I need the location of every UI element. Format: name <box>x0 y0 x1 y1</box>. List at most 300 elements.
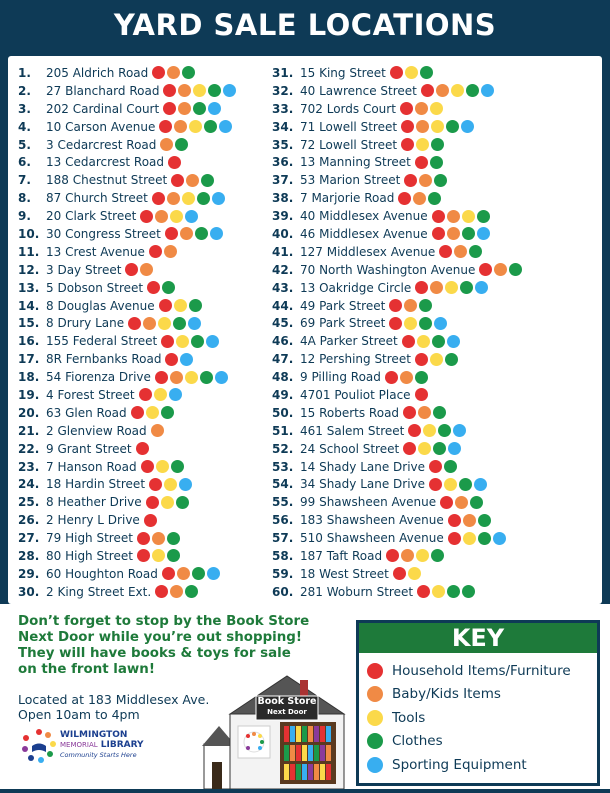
tools-dot-icon <box>431 120 444 133</box>
household-dot-icon <box>479 263 492 276</box>
sporting-dot-icon <box>367 757 383 773</box>
baby-dot-icon <box>430 281 443 294</box>
clothes-dot-icon <box>447 585 460 598</box>
page-title: YARD SALE LOCATIONS <box>113 8 497 42</box>
location-address: 49 Park Street <box>300 298 386 313</box>
clothes-dot-icon <box>433 442 446 455</box>
category-dots <box>168 156 181 169</box>
location-number: 46. <box>272 334 294 349</box>
category-dots <box>415 281 488 294</box>
tools-dot-icon <box>158 317 171 330</box>
location-number: 37. <box>272 173 294 188</box>
location-address: 18 Hardin Street <box>46 477 146 492</box>
location-number: 36. <box>272 155 294 170</box>
location-number: 42. <box>272 262 294 277</box>
baby-dot-icon <box>419 174 432 187</box>
location-row <box>18 136 276 154</box>
location-address: 12 Pershing Street <box>300 352 411 367</box>
household-dot-icon <box>417 585 430 598</box>
key-item <box>359 706 597 730</box>
category-dots <box>404 174 447 187</box>
household-dot-icon <box>165 227 178 240</box>
household-dot-icon <box>448 514 461 527</box>
tools-dot-icon <box>417 335 430 348</box>
location-row <box>18 171 276 189</box>
household-dot-icon <box>152 66 165 79</box>
location-row <box>272 314 602 332</box>
tools-dot-icon <box>189 120 202 133</box>
category-dots <box>165 227 223 240</box>
location-row <box>18 118 276 136</box>
location-address: 4701 Pouliot Place <box>300 387 411 402</box>
location-number: 3. <box>18 101 31 116</box>
location-row <box>18 332 276 350</box>
category-dots <box>155 371 228 384</box>
location-number: 15. <box>18 316 40 331</box>
clothes-dot-icon <box>175 138 188 151</box>
key-items <box>359 653 597 777</box>
tools-dot-icon <box>156 460 169 473</box>
location-row <box>18 261 276 279</box>
tools-dot-icon <box>161 496 174 509</box>
sporting-dot-icon <box>185 210 198 223</box>
location-address: 20 Clark Street <box>46 209 137 224</box>
clothes-dot-icon <box>444 460 457 473</box>
location-number: 31. <box>272 65 294 80</box>
category-dots <box>151 424 164 437</box>
clothes-dot-icon <box>469 245 482 258</box>
tools-dot-icon <box>445 281 458 294</box>
household-dot-icon <box>393 567 406 580</box>
baby-dot-icon <box>178 102 191 115</box>
tools-dot-icon <box>416 138 429 151</box>
tools-dot-icon <box>463 532 476 545</box>
location-number: 24. <box>18 477 40 492</box>
clothes-dot-icon <box>185 585 198 598</box>
baby-dot-icon <box>167 66 180 79</box>
locations-column-right <box>272 64 602 601</box>
sporting-dot-icon <box>223 84 236 97</box>
bookstore-sign-line1: Book Store <box>257 696 317 707</box>
location-number: 50. <box>272 405 294 420</box>
clothes-dot-icon <box>200 371 213 384</box>
location-row <box>272 458 602 476</box>
household-dot-icon <box>131 406 144 419</box>
category-dots <box>401 120 474 133</box>
clothes-dot-icon <box>192 567 205 580</box>
baby-dot-icon <box>367 686 383 702</box>
location-number: 20. <box>18 405 40 420</box>
baby-dot-icon <box>155 210 168 223</box>
baby-dot-icon <box>178 84 191 97</box>
location-number: 48. <box>272 370 294 385</box>
key-item-label: Clothes <box>392 733 443 750</box>
location-number: 32. <box>272 83 294 98</box>
promo-line: Next Door while you’re out shopping! <box>18 630 302 645</box>
baby-dot-icon <box>167 192 180 205</box>
household-dot-icon <box>421 84 434 97</box>
location-number: 39. <box>272 209 294 224</box>
tools-dot-icon <box>154 388 167 401</box>
category-dots <box>159 299 202 312</box>
location-address: 205 Aldrich Road <box>46 65 149 80</box>
household-dot-icon <box>161 335 174 348</box>
location-address: Located at 183 Middlesex Ave. <box>18 692 210 707</box>
household-dot-icon <box>402 335 415 348</box>
location-row <box>272 583 602 601</box>
key-item-label: Baby/Kids Items <box>392 686 501 703</box>
bookstore-sign <box>256 697 318 717</box>
baby-dot-icon <box>416 120 429 133</box>
clothes-dot-icon <box>478 532 491 545</box>
location-number: 33. <box>272 101 294 116</box>
sporting-dot-icon <box>215 371 228 384</box>
household-dot-icon <box>159 120 172 133</box>
location-address: 40 Middlesex Avenue <box>300 209 428 224</box>
sporting-dot-icon <box>212 192 225 205</box>
category-dots <box>131 406 174 419</box>
household-dot-icon <box>137 549 150 562</box>
clothes-dot-icon <box>208 84 221 97</box>
clothes-dot-icon <box>171 460 184 473</box>
household-dot-icon <box>128 317 141 330</box>
category-dots <box>398 192 441 205</box>
household-dot-icon <box>432 210 445 223</box>
sporting-dot-icon <box>475 281 488 294</box>
category-dots <box>421 84 494 97</box>
category-dots <box>415 156 443 169</box>
location-row <box>18 297 276 315</box>
baby-dot-icon <box>160 138 173 151</box>
baby-dot-icon <box>180 227 193 240</box>
location-address: 7 Hanson Road <box>46 459 137 474</box>
tools-dot-icon <box>432 585 445 598</box>
household-dot-icon <box>125 263 138 276</box>
location-row <box>18 225 276 243</box>
tools-dot-icon <box>416 549 429 562</box>
location-address: 53 Marion Street <box>300 173 401 188</box>
sporting-dot-icon <box>461 120 474 133</box>
clothes-dot-icon <box>462 585 475 598</box>
household-dot-icon <box>162 567 175 580</box>
category-dots <box>429 478 487 491</box>
location-row <box>18 440 276 458</box>
location-number: 6. <box>18 155 31 170</box>
location-row <box>18 583 276 601</box>
location-row <box>272 422 602 440</box>
location-row <box>18 458 276 476</box>
bookstore-location <box>18 692 209 722</box>
household-dot-icon <box>146 496 159 509</box>
category-dots <box>125 263 153 276</box>
location-number: 23. <box>18 459 40 474</box>
tools-dot-icon <box>404 317 417 330</box>
location-number: 4. <box>18 119 31 134</box>
category-dots <box>400 102 443 115</box>
location-row <box>18 64 276 82</box>
baby-dot-icon <box>447 227 460 240</box>
category-dots <box>402 335 460 348</box>
location-row <box>272 404 602 422</box>
household-dot-icon <box>439 245 452 258</box>
location-row <box>272 207 602 225</box>
location-address: 70 North Washington Avenue <box>300 262 476 277</box>
location-address: 702 Lords Court <box>300 101 396 116</box>
location-row <box>272 350 602 368</box>
tools-dot-icon <box>164 478 177 491</box>
location-address: 127 Middlesex Avenue <box>300 244 436 259</box>
category-dots <box>403 406 446 419</box>
location-row <box>18 404 276 422</box>
location-address: 9 Grant Street <box>46 441 132 456</box>
tools-dot-icon <box>193 84 206 97</box>
promo-line: on the front lawn! <box>18 662 155 677</box>
household-dot-icon <box>136 442 149 455</box>
location-address: 13 Crest Avenue <box>46 244 145 259</box>
household-dot-icon <box>137 532 150 545</box>
location-address: 71 Lowell Street <box>300 119 398 134</box>
tools-dot-icon <box>170 210 183 223</box>
category-dots <box>152 192 225 205</box>
category-dots <box>155 585 198 598</box>
location-row <box>18 511 276 529</box>
location-row <box>272 225 602 243</box>
logo-slogan: Community Starts Here <box>60 751 137 759</box>
location-address: 13 Manning Street <box>300 155 411 170</box>
location-number: 18. <box>18 370 40 385</box>
clothes-dot-icon <box>466 84 479 97</box>
baby-dot-icon <box>447 210 460 223</box>
clothes-dot-icon <box>432 335 445 348</box>
location-address: 188 Chestnut Street <box>46 173 168 188</box>
logo-sub: MEMORIAL <box>60 741 98 749</box>
location-address: 87 Church Street <box>46 191 148 206</box>
clothes-dot-icon <box>195 227 208 240</box>
location-row <box>18 565 276 583</box>
household-dot-icon <box>163 102 176 115</box>
key-item <box>359 683 597 707</box>
clothes-dot-icon <box>161 406 174 419</box>
baby-dot-icon <box>164 245 177 258</box>
location-number: 41. <box>272 244 294 259</box>
household-dot-icon <box>415 156 428 169</box>
household-dot-icon <box>147 281 160 294</box>
tools-dot-icon <box>418 442 431 455</box>
location-row <box>272 475 602 493</box>
clothes-dot-icon <box>430 156 443 169</box>
location-number: 28. <box>18 548 40 563</box>
category-dots <box>386 549 444 562</box>
baby-dot-icon <box>170 585 183 598</box>
location-number: 17. <box>18 352 40 367</box>
location-number: 25. <box>18 495 40 510</box>
household-dot-icon <box>401 120 414 133</box>
key-item-label: Household Items/Furniture <box>392 662 571 679</box>
sporting-dot-icon <box>481 84 494 97</box>
clothes-dot-icon <box>201 174 214 187</box>
sporting-dot-icon <box>208 102 221 115</box>
location-row <box>18 493 276 511</box>
location-address: 2 Henry L Drive <box>46 513 140 528</box>
category-dots <box>146 496 189 509</box>
category-dots <box>171 174 214 187</box>
location-number: 49. <box>272 387 294 402</box>
location-row <box>18 82 276 100</box>
category-dots <box>162 567 220 580</box>
key-item <box>359 753 597 777</box>
location-address: 30 Congress Street <box>46 226 161 241</box>
category-dots <box>128 317 201 330</box>
clothes-dot-icon <box>189 299 202 312</box>
clothes-dot-icon <box>193 102 206 115</box>
clothes-dot-icon <box>431 138 444 151</box>
household-dot-icon <box>389 317 402 330</box>
location-address: 4 Forest Street <box>46 387 135 402</box>
location-number: 56. <box>272 513 294 528</box>
tools-dot-icon <box>185 371 198 384</box>
location-number: 10. <box>18 226 40 241</box>
category-dots <box>448 514 491 527</box>
category-dots <box>385 371 428 384</box>
location-address: 10 Carson Avenue <box>46 119 156 134</box>
baby-dot-icon <box>140 263 153 276</box>
category-dots <box>432 210 490 223</box>
location-address: 63 Glen Road <box>46 405 127 420</box>
tools-dot-icon <box>405 66 418 79</box>
location-address: 202 Cardinal Court <box>46 101 160 116</box>
location-row <box>272 279 602 297</box>
category-dots <box>136 442 149 455</box>
category-dots <box>140 210 198 223</box>
baby-dot-icon <box>436 84 449 97</box>
location-row <box>272 171 602 189</box>
tools-dot-icon <box>423 424 436 437</box>
location-address: 8R Fernbanks Road <box>46 352 162 367</box>
category-dots <box>415 353 458 366</box>
category-dots <box>149 245 177 258</box>
household-dot-icon <box>159 299 172 312</box>
location-address: 187 Taft Road <box>300 548 383 563</box>
library-logo-icon <box>20 726 58 766</box>
location-row <box>272 440 602 458</box>
clothes-dot-icon <box>415 371 428 384</box>
household-dot-icon <box>155 585 168 598</box>
location-address: 72 Lowell Street <box>300 137 398 152</box>
baby-dot-icon <box>174 120 187 133</box>
promo-line: They will have books & toys for sale <box>18 646 291 661</box>
location-row <box>272 297 602 315</box>
baby-dot-icon <box>152 532 165 545</box>
household-dot-icon <box>403 406 416 419</box>
location-row <box>272 118 602 136</box>
location-address: 8 Douglas Avenue <box>46 298 155 313</box>
bookstore-sign-line2: Next Door <box>267 708 307 716</box>
household-dot-icon <box>144 514 157 527</box>
tools-dot-icon <box>182 192 195 205</box>
location-row <box>272 547 602 565</box>
location-number: 30. <box>18 584 40 599</box>
household-dot-icon <box>429 460 442 473</box>
location-address: 18 West Street <box>300 566 389 581</box>
sporting-dot-icon <box>188 317 201 330</box>
location-number: 16. <box>18 334 40 349</box>
baby-dot-icon <box>404 299 417 312</box>
location-number: 47. <box>272 352 294 367</box>
category-dots <box>152 66 195 79</box>
household-dot-icon <box>367 663 383 679</box>
location-row <box>272 100 602 118</box>
location-number: 45. <box>272 316 294 331</box>
baby-dot-icon <box>494 263 507 276</box>
location-address: 9 Pilling Road <box>300 370 381 385</box>
location-row <box>18 100 276 118</box>
household-dot-icon <box>415 353 428 366</box>
location-row <box>18 314 276 332</box>
tools-dot-icon <box>176 335 189 348</box>
household-dot-icon <box>163 84 176 97</box>
clothes-dot-icon <box>173 317 186 330</box>
clothes-dot-icon <box>446 120 459 133</box>
location-row <box>272 511 602 529</box>
sporting-dot-icon <box>210 227 223 240</box>
location-row <box>272 64 602 82</box>
location-address: 34 Shady Lane Drive <box>300 477 426 492</box>
locations-column-left <box>18 64 276 601</box>
bottom-section <box>0 604 610 789</box>
tools-dot-icon <box>444 478 457 491</box>
location-address: 281 Woburn Street <box>300 584 414 599</box>
location-address: 155 Federal Street <box>46 334 158 349</box>
location-address: 99 Shawsheen Avenue <box>300 495 437 510</box>
color-key <box>356 620 600 786</box>
baby-dot-icon <box>454 245 467 258</box>
baby-dot-icon <box>418 406 431 419</box>
clothes-dot-icon <box>434 174 447 187</box>
location-number: 58. <box>272 548 294 563</box>
location-row <box>18 279 276 297</box>
clothes-dot-icon <box>433 406 446 419</box>
location-row <box>272 565 602 583</box>
location-number: 34. <box>272 119 294 134</box>
category-dots <box>165 353 193 366</box>
clothes-dot-icon <box>167 549 180 562</box>
sporting-dot-icon <box>434 317 447 330</box>
location-number: 55. <box>272 495 294 510</box>
promo-message <box>18 614 348 678</box>
category-dots <box>403 442 461 455</box>
household-dot-icon <box>415 388 428 401</box>
tools-dot-icon <box>451 84 464 97</box>
baby-dot-icon <box>400 371 413 384</box>
location-number: 9. <box>18 209 31 224</box>
location-address: 54 Fiorenza Drive <box>46 370 151 385</box>
category-dots <box>159 120 232 133</box>
location-address: 4A Parker Street <box>300 334 398 349</box>
location-address: 8 Heather Drive <box>46 495 142 510</box>
location-number: 60. <box>272 584 294 599</box>
clothes-dot-icon <box>191 335 204 348</box>
location-row <box>18 368 276 386</box>
household-dot-icon <box>140 210 153 223</box>
clothes-dot-icon <box>460 281 473 294</box>
household-dot-icon <box>432 227 445 240</box>
key-item <box>359 659 597 683</box>
clothes-dot-icon <box>462 227 475 240</box>
category-dots <box>439 245 482 258</box>
clothes-dot-icon <box>470 496 483 509</box>
baby-dot-icon <box>177 567 190 580</box>
location-address: 15 King Street <box>300 65 386 80</box>
